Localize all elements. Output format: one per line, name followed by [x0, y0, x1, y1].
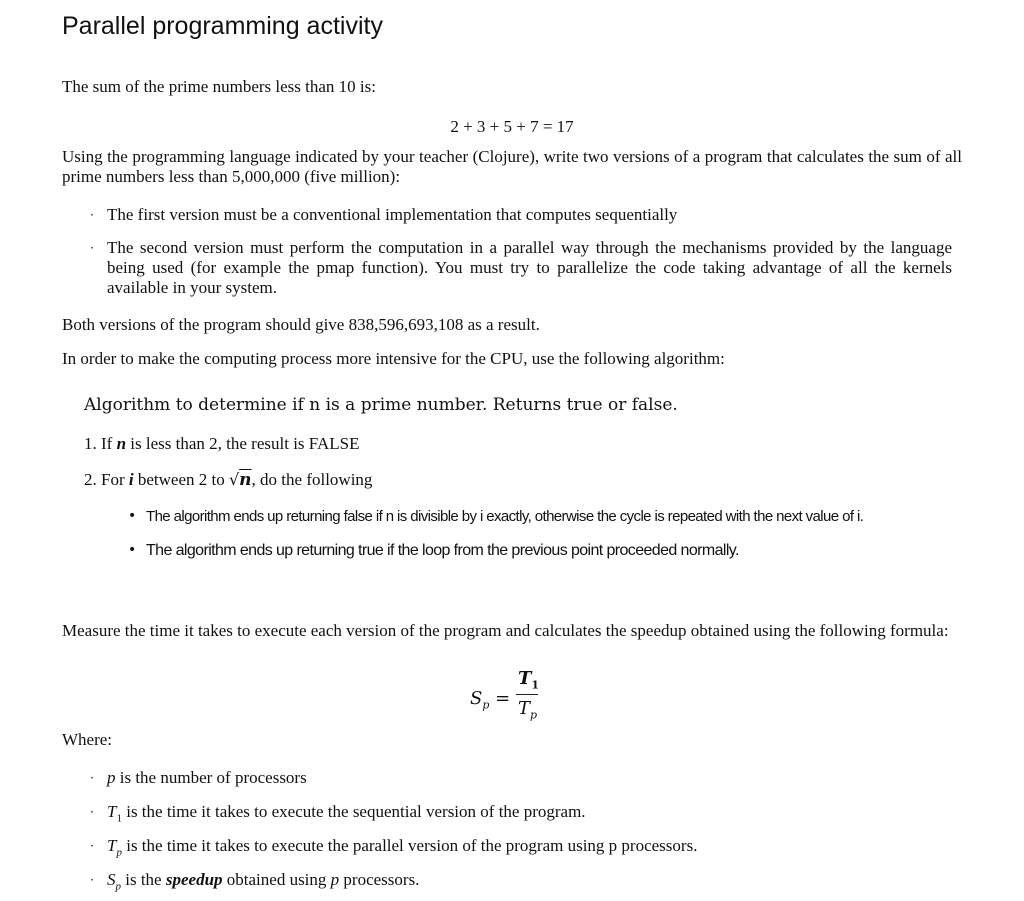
definition-bullet: · — [90, 771, 94, 785]
definition-t1: $T_1$ is the time it takes to execute the sequential version of the program. — [107, 802, 586, 825]
substep-bullet: • — [128, 508, 137, 524]
definition-bullet: · — [90, 839, 94, 853]
algorithm-intro-paragraph: In order to make the computing process more intensive for the CPU, use the following algorithm: — [62, 349, 725, 368]
step-text-pre: For — [101, 470, 129, 489]
version-item-2: The second version must perform the computation in a parallel way through the mechanisms provided by the language being used (for example the pmap function). You must try to parallelize the code taking advantage of all the kernels available in your system. — [107, 238, 952, 297]
result-paragraph: Both versions of the program should give 838,596,693,108 as a result. — [62, 315, 540, 334]
definition-bullet: · — [90, 805, 94, 819]
version-bullet: · — [90, 241, 94, 255]
definition-p: p is the number of processors — [107, 768, 307, 787]
formula-denominator: $T_p$ — [518, 698, 538, 722]
where-label: Where: — [62, 730, 113, 749]
algorithm-heading: Algorithm to determine if n is a prime number. Returns true or false. — [84, 395, 678, 415]
version-bullet: · — [90, 208, 94, 222]
sqrt-icon: √ — [228, 470, 240, 489]
formula-numerator: $T_1$ — [518, 668, 540, 692]
instructions-paragraph: Using the programming language indicated by your teacher (Clojure), write two versions of a program that calculates the sum of all prime numbers less than 5,000,000 (five million): — [62, 147, 962, 186]
definition-tp: $T_p$ is the time it takes to execute the parallel version of the program using p processors. — [107, 836, 698, 859]
step-text-post: , do the following — [251, 470, 373, 489]
formula-lhs: $S_p$ = — [470, 688, 511, 712]
step-text-mid: between 2 to — [133, 470, 229, 489]
algorithm-step-1 — [84, 434, 359, 454]
step-text-post: is less than 2, the result is FALSE — [126, 434, 360, 453]
step-number: 2. — [84, 470, 97, 489]
definition-bullet: · — [90, 873, 94, 887]
version-item-1: The first version must be a conventional implementation that computes sequentially — [107, 205, 678, 224]
step-var-n: n — [116, 434, 127, 453]
intro-paragraph: The sum of the prime numbers less than 10 is: — [62, 77, 376, 96]
algorithm-substep-1: The algorithm ends up returning false if n is divisible by i exactly, otherwise the cycle is repeated with the next value of i. — [146, 508, 864, 525]
sqrt-var-n: n — [239, 470, 252, 490]
substep-bullet: • — [128, 542, 137, 558]
measure-paragraph: Measure the time it takes to execute each version of the program and calculates the speedup obtained using the following formula: — [62, 621, 949, 640]
sum-equation: 2 + 3 + 5 + 7 = 17 — [450, 117, 574, 136]
step-text-pre: If — [101, 434, 117, 453]
fraction-bar — [516, 694, 538, 695]
algorithm-substep-2: The algorithm ends up returning true if the loop from the previous point proceeded normally. — [146, 542, 739, 559]
page-title: Parallel programming activity — [62, 12, 383, 40]
step-var-i: i — [128, 470, 134, 489]
definition-speedup: $S_p$ is the speedup obtained using p processors. — [107, 870, 420, 893]
algorithm-step-2 — [84, 470, 372, 490]
step-number: 1. — [84, 434, 97, 453]
